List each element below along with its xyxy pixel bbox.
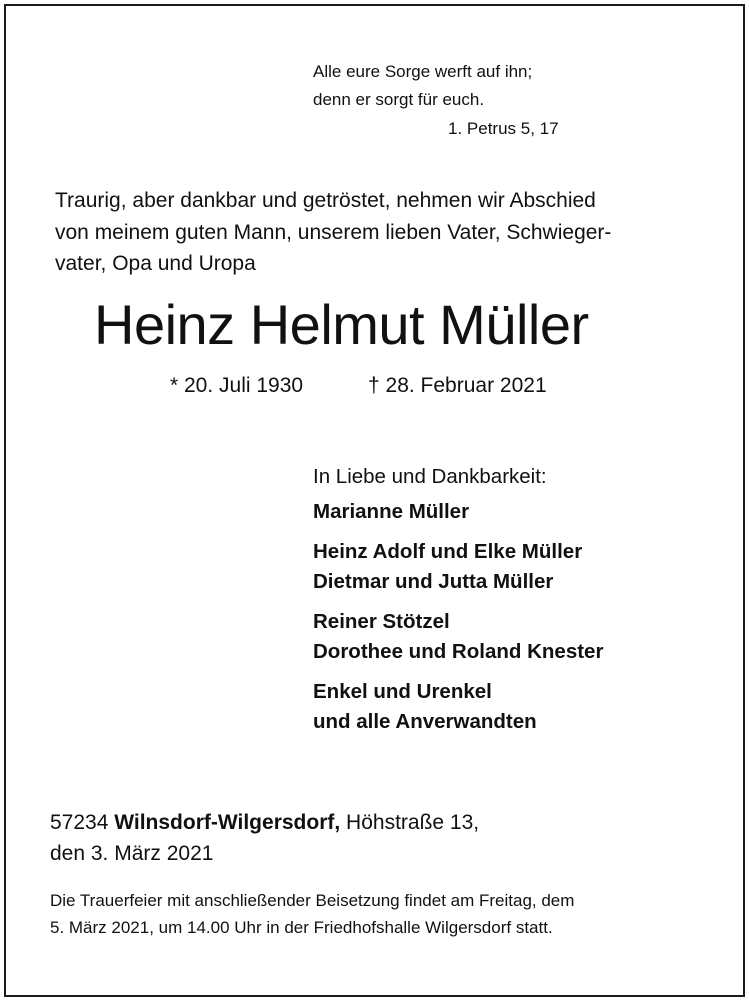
- address-place: Wilnsdorf-Wilgersdorf,: [114, 811, 341, 834]
- family-name-5: Dorothee und Roland Knester: [313, 640, 604, 663]
- family-name-3: Dietmar und Jutta Müller: [313, 570, 554, 593]
- family-name-6: Enkel und Urenkel: [313, 680, 492, 703]
- family-name-4: Reiner Stötzel: [313, 610, 450, 633]
- family-name-7: und alle Anverwandten: [313, 710, 537, 733]
- address-line: [50, 808, 479, 838]
- address-postcode: 57234: [50, 811, 109, 834]
- intro-line-3: vater, Opa und Uropa: [55, 252, 256, 275]
- family-heading: In Liebe und Dankbarkeit:: [313, 465, 547, 488]
- deceased-name: Heinz Helmut Müller: [94, 293, 589, 356]
- funeral-note-line-2: 5. März 2021, um 14.00 Uhr in der Friedhofshalle Wilgersdorf statt.: [50, 918, 553, 937]
- address-street: Höhstraße 13,: [346, 811, 480, 834]
- intro-line-2: von meinem guten Mann, unserem lieben Vater, Schwieger-: [55, 221, 612, 244]
- birth-date: * 20. Juli 1930: [170, 374, 304, 397]
- verse-line-2: denn er sorgt für euch.: [313, 90, 485, 109]
- verse-reference: 1. Petrus 5, 17: [448, 119, 559, 138]
- family-name-1: Marianne Müller: [313, 500, 470, 523]
- family-name-2: Heinz Adolf und Elke Müller: [313, 540, 583, 563]
- intro-line-1: Traurig, aber dankbar und getröstet, nehmen wir Abschied: [55, 189, 596, 212]
- verse-line-1: Alle eure Sorge werft auf ihn;: [313, 62, 533, 81]
- address-date: den 3. März 2021: [50, 842, 214, 865]
- funeral-note-line-1: Die Trauerfeier mit anschließender Beisetzung findet am Freitag, dem: [50, 891, 575, 910]
- death-date: † 28. Februar 2021: [368, 374, 547, 397]
